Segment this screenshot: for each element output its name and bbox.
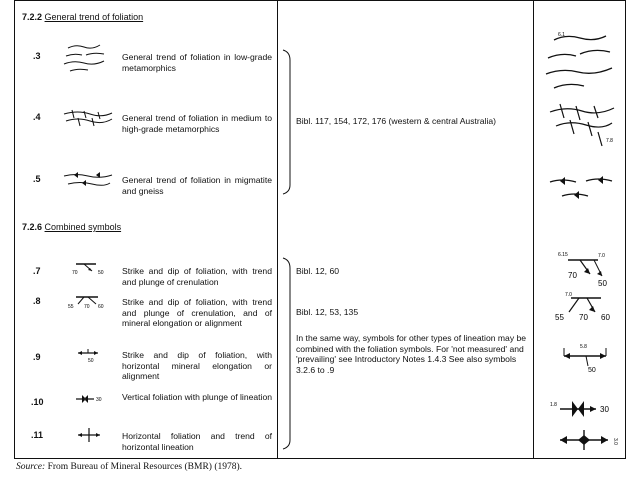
reference-group-1: Bibl. 117, 154, 172, 176 (western & central Australia) bbox=[296, 116, 496, 126]
row-description: Strike and dip of foliation, with trend and plunge of crenulation, and of mineral elongation or alignment bbox=[122, 297, 272, 328]
row-code: .3 bbox=[33, 51, 41, 61]
label-7-8: 7.8 bbox=[606, 138, 613, 144]
label-55: 55 bbox=[555, 313, 564, 322]
label-30: 30 bbox=[600, 405, 609, 414]
label-30: 30 bbox=[96, 397, 102, 403]
large-foliation-low-grade-icon bbox=[540, 28, 620, 108]
table-top-border bbox=[14, 0, 626, 1]
large-crenulation-symbol-icon bbox=[556, 250, 620, 288]
label-7-0: 7.0 bbox=[598, 253, 605, 259]
section-heading-722: 7.2.2 General trend of foliation bbox=[22, 12, 144, 22]
row-code: .5 bbox=[33, 174, 41, 184]
large-vertical-foliation-icon bbox=[550, 398, 620, 420]
large-horizontal-foliation-icon bbox=[556, 426, 622, 454]
label-1-8: 1.8 bbox=[550, 402, 557, 408]
row-description: Strike and dip of foliation, with trend and plunge of crenulation bbox=[122, 266, 272, 287]
large-foliation-medium-high-grade-icon bbox=[540, 98, 622, 158]
large-crenulation-elongation-icon bbox=[553, 290, 619, 324]
horizontal-foliation-symbol-icon bbox=[76, 426, 104, 444]
row-code: .8 bbox=[33, 296, 41, 306]
foliation-migmatite-icon bbox=[60, 168, 116, 192]
label-70: 70 bbox=[579, 313, 588, 322]
row-code: .10 bbox=[31, 397, 44, 407]
row-description: General trend of foliation in migmatite and gneiss bbox=[122, 175, 272, 196]
section-heading-726: 7.2.6 Combined symbols bbox=[22, 222, 122, 232]
bracket-lines bbox=[270, 0, 300, 458]
crenulation-elongation-symbol-icon bbox=[66, 292, 114, 310]
label-50: 50 bbox=[588, 367, 596, 374]
row-code: .4 bbox=[33, 112, 41, 122]
large-horizontal-elongation-icon bbox=[560, 340, 616, 374]
row-code: .9 bbox=[33, 352, 41, 362]
table-right-border bbox=[625, 0, 626, 458]
horizontal-elongation-symbol-icon bbox=[76, 347, 106, 365]
large-foliation-migmatite-icon bbox=[548, 172, 620, 206]
table-bottom-border bbox=[14, 458, 626, 459]
crenulation-symbol-icon bbox=[70, 258, 110, 276]
row-description: Vertical foliation with plunge of lineation bbox=[122, 392, 273, 402]
table-left-border bbox=[14, 0, 15, 458]
source-citation bbox=[16, 462, 242, 472]
reference-group-2b: Bibl. 12, 53, 135 bbox=[296, 307, 359, 317]
label-7-0: 7.0 bbox=[565, 292, 572, 298]
label-6-1: 6.1 bbox=[558, 32, 565, 38]
row-code: .7 bbox=[33, 266, 41, 276]
row-description: General trend of foliation in medium to high-grade metamorphics bbox=[122, 113, 272, 134]
row-description: General trend of foliation in low-grade metamorphics bbox=[122, 52, 272, 73]
foliation-medium-high-grade-icon bbox=[60, 106, 116, 130]
label-60: 60 bbox=[601, 313, 610, 322]
label-3-0: 3.0 bbox=[612, 438, 618, 445]
reference-group-2a: Bibl. 12, 60 bbox=[296, 266, 339, 276]
label-60: 60 bbox=[98, 304, 104, 310]
label-55: 55 bbox=[68, 304, 74, 310]
label-70: 70 bbox=[568, 271, 577, 280]
source-text: From Bureau of Mineral Resources (BMR) (1978). bbox=[47, 462, 243, 472]
label-50: 50 bbox=[88, 358, 94, 364]
row-code: .11 bbox=[31, 430, 44, 440]
row-description: Strike and dip of foliation, with horizontal mineral elongation or alignment bbox=[122, 350, 272, 381]
label-70: 70 bbox=[72, 270, 78, 276]
label-6-15: 6.15 bbox=[558, 252, 568, 258]
foliation-low-grade-icon bbox=[60, 40, 116, 80]
vertical-foliation-symbol-icon bbox=[74, 392, 108, 406]
row-description: Horizontal foliation and trend of horizontal lineation bbox=[122, 431, 272, 452]
label-50: 50 bbox=[598, 279, 607, 288]
source-label: Source: bbox=[16, 462, 46, 472]
label-5-8: 5.8 bbox=[580, 344, 587, 350]
label-50: 50 bbox=[98, 270, 104, 276]
label-70: 70 bbox=[84, 304, 90, 310]
column-divider-right bbox=[533, 0, 534, 458]
reference-note: In the same way, symbols for other types of lineation may be combined with the foliation symbols. For 'not measured' and 'prevailing' see Introductory Notes 1.4.3 See also symbols 3.2.6 to .9 bbox=[296, 333, 527, 375]
